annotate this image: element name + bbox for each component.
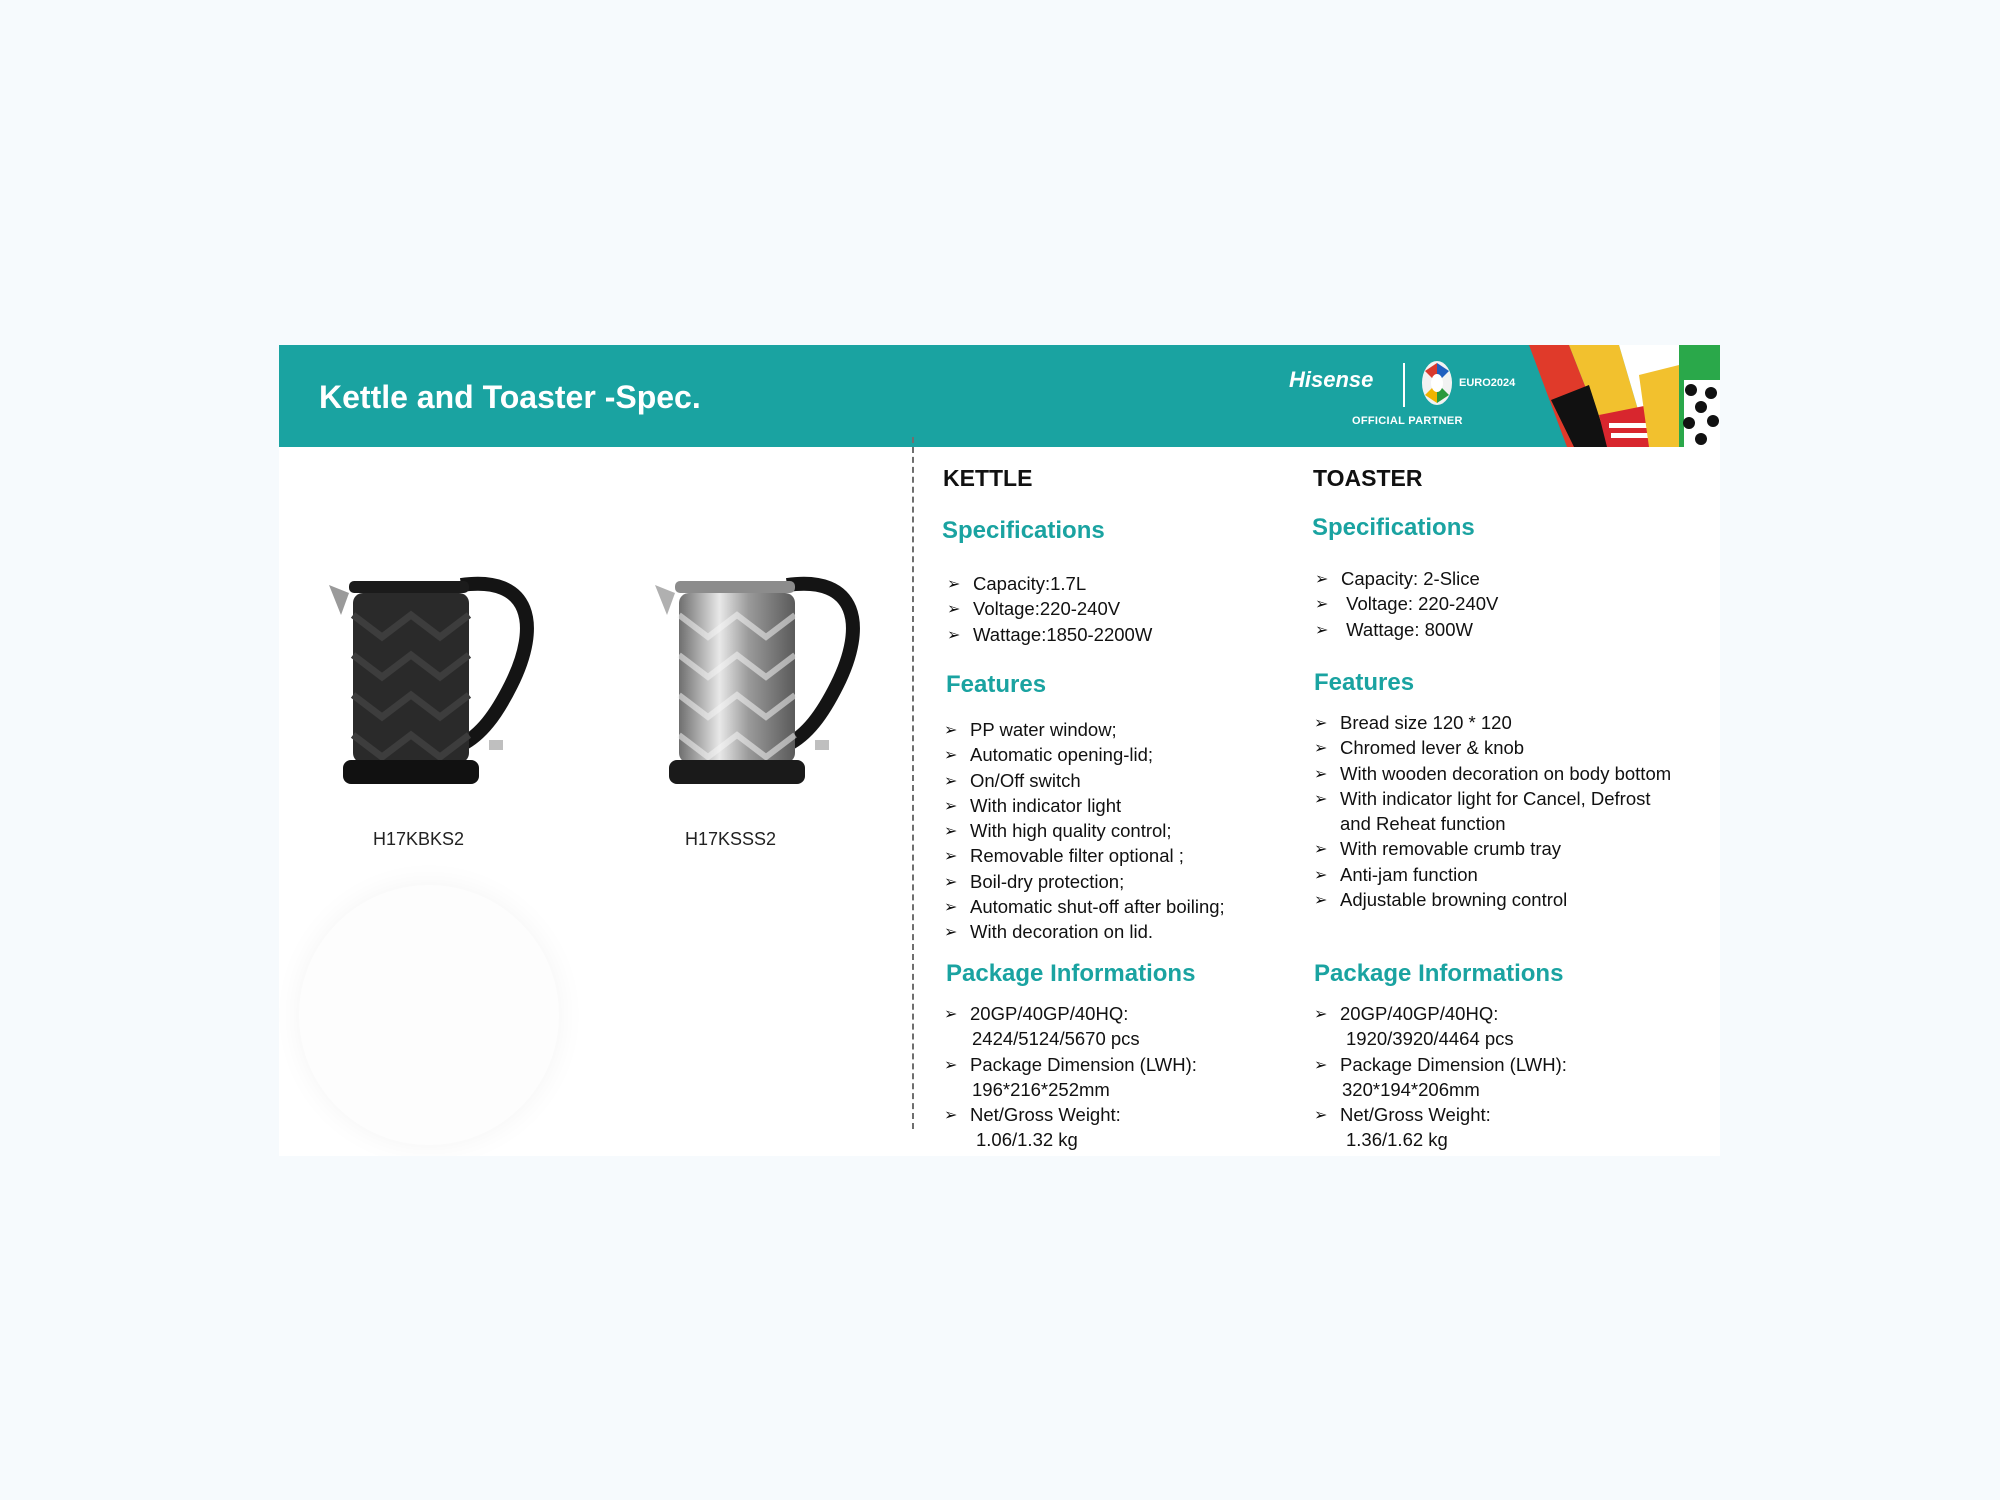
package-label: Package Dimension (LWH):: [1340, 1053, 1567, 1075]
hisense-logo: Hisense: [1289, 367, 1374, 392]
list-item: ➢ With indicator light: [944, 793, 1225, 818]
package-label: Net/Gross Weight:: [970, 1104, 1121, 1126]
list-item: ➢ On/Off switch: [944, 768, 1225, 793]
list-item: ➢ Boil-dry protection;: [944, 869, 1225, 894]
spec-slide: [279, 345, 1720, 1156]
list-item: ➢ With decoration on lid.: [944, 919, 1225, 944]
kettle-specs-heading: Specifications: [942, 517, 1105, 544]
list-item: ➢ Capacity:1.7L: [947, 571, 1152, 596]
toaster-features-list: [1314, 710, 1671, 912]
package-label: 20GP/40GP/40HQ:: [1340, 1003, 1499, 1024]
list-item: ➢ With removable crumb tray: [1314, 836, 1671, 861]
feature-continuation: and Reheat function: [1340, 813, 1506, 835]
logo-divider: [1403, 363, 1405, 407]
list-item: [1314, 1052, 1567, 1103]
list-item: ➢ Automatic shut-off after boiling;: [944, 894, 1225, 919]
header-banner: [279, 345, 1720, 447]
list-item: ➢ Wattage: 800W: [1315, 617, 1498, 642]
feature-text: With indicator light for Cancel, Defrost: [1340, 787, 1651, 809]
page-title: Kettle and Toaster -Spec.: [319, 379, 701, 415]
faded-product-image: [299, 885, 559, 1145]
package-value: 196*216*252mm: [972, 1078, 1110, 1100]
euro-trophy-icon: [1417, 357, 1457, 409]
toaster-specs-heading: Specifications: [1312, 514, 1475, 541]
package-value: 1920/3920/4464 pcs: [1346, 1028, 1514, 1050]
package-label: Package Dimension (LWH):: [970, 1053, 1197, 1075]
list-item: [1314, 1001, 1567, 1052]
list-item: ➢ Removable filter optional ;: [944, 843, 1225, 868]
package-label: 20GP/40GP/40HQ:: [970, 1003, 1129, 1024]
kettle-features-list: [944, 717, 1225, 945]
list-item: ➢ Automatic opening-lid;: [944, 742, 1225, 767]
package-value: 2424/5124/5670 pcs: [972, 1028, 1140, 1050]
model-label-stainless: H17KSSS2: [685, 829, 777, 849]
list-item: ➢ Voltage: 220-240V: [1315, 591, 1498, 616]
list-item: ➢ PP water window;: [944, 717, 1225, 742]
black-kettle-image: [301, 545, 544, 797]
list-item: [1314, 786, 1671, 837]
column-divider: [912, 437, 914, 1129]
list-item: ➢ With high quality control;: [944, 818, 1225, 843]
official-partner-label: OFFICIAL PARTNER: [1352, 415, 1463, 427]
kettle-package-list: [944, 1001, 1197, 1153]
toaster-features-heading: Features: [1314, 669, 1415, 696]
euro2024-logo: EURO2024: [1459, 377, 1516, 389]
list-item: [944, 1102, 1197, 1153]
model-label-black: H17KBKS2: [373, 829, 465, 849]
kettle-package-heading: Package Informations: [946, 960, 1196, 987]
list-item: ➢ Voltage:220-240V: [947, 596, 1152, 621]
list-item: [1314, 1102, 1567, 1153]
toaster-title: TOASTER: [1313, 465, 1423, 491]
flags-decoration-icon: [1529, 345, 1720, 447]
package-value: 320*194*206mm: [1342, 1078, 1480, 1100]
list-item: ➢ Anti-jam function: [1314, 862, 1671, 887]
kettle-specs-list: [947, 571, 1152, 647]
package-value: 1.06/1.32 kg: [976, 1129, 1078, 1151]
package-label: Net/Gross Weight:: [1340, 1104, 1491, 1126]
list-item: ➢ Wattage:1850-2200W: [947, 622, 1152, 647]
list-item: ➢ Adjustable browning control: [1314, 887, 1671, 912]
list-item: ➢ With wooden decoration on body bottom: [1314, 761, 1671, 786]
kettle-features-heading: Features: [946, 671, 1047, 698]
list-item: ➢ Bread size 120 * 120: [1314, 710, 1671, 735]
kettle-title: KETTLE: [943, 465, 1033, 491]
toaster-package-list: [1314, 1001, 1567, 1153]
list-item: ➢ Capacity: 2-Slice: [1315, 566, 1498, 591]
toaster-specs-list: [1315, 566, 1498, 642]
list-item: [944, 1001, 1197, 1052]
list-item: ➢ Chromed lever & knob: [1314, 735, 1671, 760]
package-value: 1.36/1.62 kg: [1346, 1129, 1448, 1151]
toaster-package-heading: Package Informations: [1314, 960, 1564, 987]
stainless-kettle-image: [627, 545, 870, 797]
list-item: [944, 1052, 1197, 1103]
